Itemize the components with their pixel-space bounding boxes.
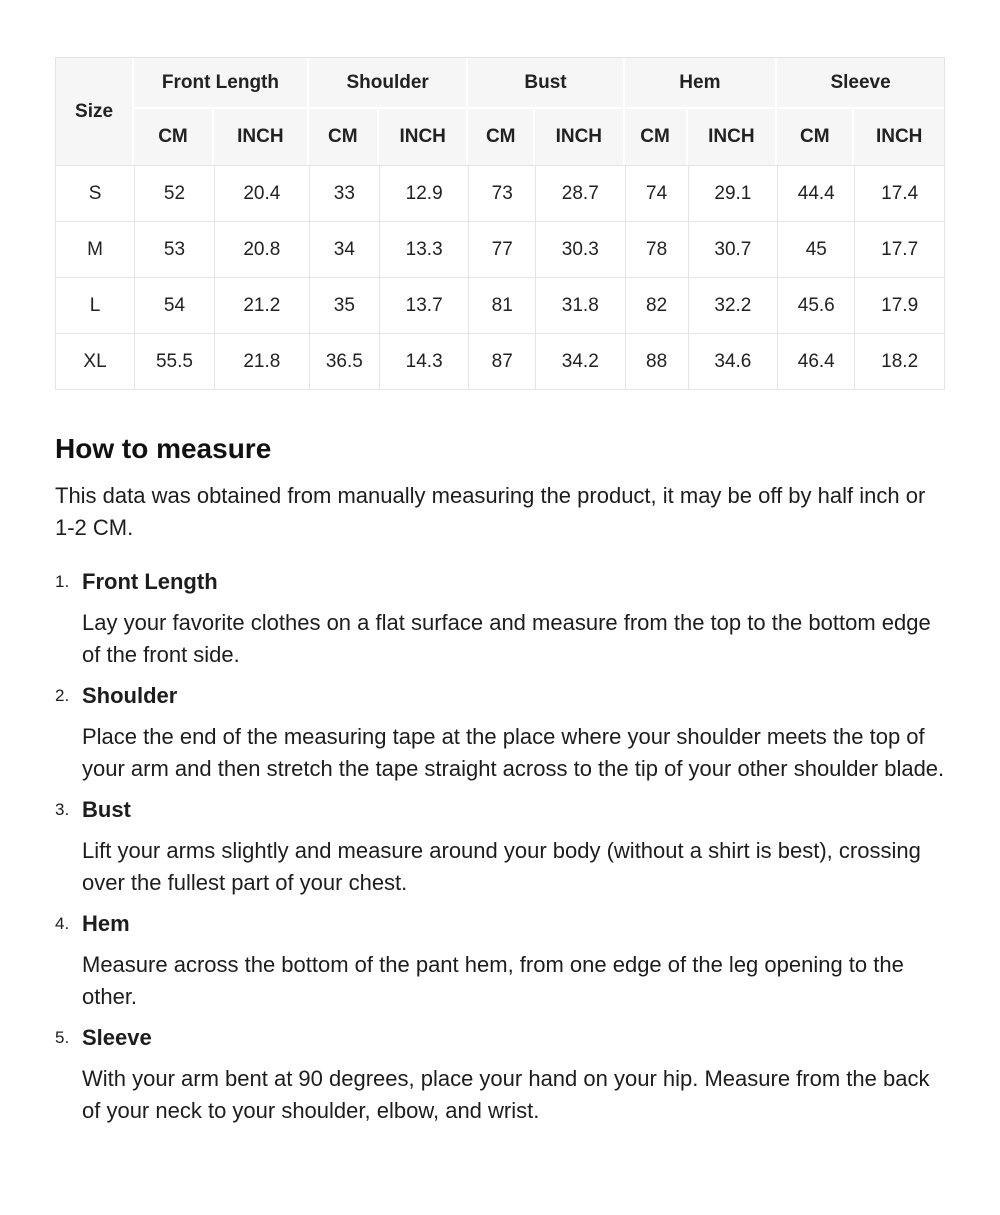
value-cell: 14.3 <box>379 333 469 389</box>
value-cell: 20.8 <box>214 221 309 277</box>
list-item-description: Lift your arms slightly and measure around your body (without a shirt is best), crossing over the fullest part of your chest. <box>82 838 921 895</box>
list-item-title: Sleeve <box>82 1025 152 1050</box>
table-row-s <box>56 165 944 221</box>
unit-header: CM <box>625 109 688 165</box>
value-cell: 32.2 <box>688 277 778 333</box>
value-cell: 53 <box>134 221 214 277</box>
value-cell: 13.7 <box>379 277 469 333</box>
unit-header: CM <box>309 109 379 165</box>
value-cell: 30.3 <box>535 221 625 277</box>
unit-header: CM <box>777 109 854 165</box>
value-cell: 31.8 <box>535 277 625 333</box>
value-cell: 73 <box>468 165 535 221</box>
list-item-hem <box>55 908 945 1022</box>
unit-header: INCH <box>535 109 625 165</box>
value-cell: 28.7 <box>535 165 625 221</box>
list-item-front-length <box>55 566 945 680</box>
value-cell: 17.7 <box>854 221 944 277</box>
list-item-description: Lay your favorite clothes on a flat surface and measure from the top to the bottom edge of the front side. <box>82 610 931 667</box>
value-cell: 12.9 <box>379 165 469 221</box>
value-cell: 21.2 <box>214 277 309 333</box>
table-row-l <box>56 277 944 333</box>
list-item-title: Bust <box>82 797 131 822</box>
value-cell: 54 <box>134 277 214 333</box>
value-cell: 34 <box>309 221 379 277</box>
value-cell: 29.1 <box>688 165 778 221</box>
table-row-xl <box>56 333 944 389</box>
size-cell: XL <box>56 333 134 389</box>
unit-header: CM <box>134 109 214 165</box>
value-cell: 74 <box>625 165 688 221</box>
value-cell: 20.4 <box>214 165 309 221</box>
list-item-number: 1. <box>55 572 70 591</box>
table-row-m <box>56 221 944 277</box>
size-guide-page <box>55 0 945 1186</box>
size-cell: L <box>56 277 134 333</box>
size-chart-header <box>56 58 944 165</box>
list-item-number: 2. <box>55 686 70 705</box>
value-cell: 55.5 <box>134 333 214 389</box>
header-bust: Bust <box>468 58 624 109</box>
list-item-shoulder <box>55 680 945 794</box>
list-item-bust <box>55 794 945 908</box>
list-item-body <box>82 908 945 1022</box>
value-cell: 21.8 <box>214 333 309 389</box>
header-front-length: Front Length <box>134 58 309 109</box>
size-cell: M <box>56 221 134 277</box>
value-cell: 88 <box>625 333 688 389</box>
value-cell: 81 <box>468 277 535 333</box>
size-chart-body <box>56 165 944 389</box>
list-item-title: Front Length <box>82 569 218 594</box>
unit-header-row <box>56 109 944 165</box>
size-chart-table <box>55 57 945 390</box>
unit-header: INCH <box>854 109 944 165</box>
value-cell: 34.6 <box>688 333 778 389</box>
value-cell: 36.5 <box>309 333 379 389</box>
list-item-description: Place the end of the measuring tape at the place where your shoulder meets the top of your arm and then stretch the tape straight across to the tip of your other shoulder blade. <box>82 724 945 781</box>
size-column-header: Size <box>56 58 134 165</box>
value-cell: 87 <box>468 333 535 389</box>
header-sleeve: Sleeve <box>777 58 944 109</box>
value-cell: 44.4 <box>777 165 854 221</box>
list-item-number: 4. <box>55 914 70 933</box>
value-cell: 35 <box>309 277 379 333</box>
size-cell: S <box>56 165 134 221</box>
header-hem: Hem <box>625 58 778 109</box>
value-cell: 30.7 <box>688 221 778 277</box>
list-item-number: 5. <box>55 1028 70 1047</box>
list-item-number: 3. <box>55 800 70 819</box>
measure-instructions-list <box>55 566 945 1136</box>
header-shoulder: Shoulder <box>309 58 469 109</box>
list-item-description: With your arm bent at 90 degrees, place your hand on your hip. Measure from the back of your neck to your shoulder, elbow, and wrist. <box>82 1066 930 1123</box>
list-item-body <box>82 680 945 794</box>
value-cell: 33 <box>309 165 379 221</box>
list-item-description: Measure across the bottom of the pant hem, from one edge of the leg opening to the other. <box>82 952 904 1009</box>
unit-header: INCH <box>688 109 778 165</box>
value-cell: 17.4 <box>854 165 944 221</box>
list-item-sleeve <box>55 1022 945 1136</box>
value-cell: 17.9 <box>854 277 944 333</box>
group-header-row <box>56 58 944 109</box>
value-cell: 77 <box>468 221 535 277</box>
value-cell: 78 <box>625 221 688 277</box>
list-item-title: Shoulder <box>82 683 178 708</box>
unit-header: INCH <box>214 109 309 165</box>
list-item-title: Hem <box>82 911 130 936</box>
list-item-body <box>82 1022 945 1136</box>
value-cell: 18.2 <box>854 333 944 389</box>
value-cell: 45 <box>777 221 854 277</box>
list-item-body <box>82 566 945 680</box>
value-cell: 13.3 <box>379 221 469 277</box>
unit-header: CM <box>468 109 535 165</box>
value-cell: 46.4 <box>777 333 854 389</box>
value-cell: 34.2 <box>535 333 625 389</box>
how-to-measure-intro: This data was obtained from manually measuring the product, it may be off by half inch or 1-2 CM. <box>55 483 926 540</box>
value-cell: 52 <box>134 165 214 221</box>
value-cell: 45.6 <box>777 277 854 333</box>
how-to-measure-title: How to measure <box>55 433 272 464</box>
value-cell: 82 <box>625 277 688 333</box>
list-item-body <box>82 794 945 908</box>
unit-header: INCH <box>379 109 469 165</box>
